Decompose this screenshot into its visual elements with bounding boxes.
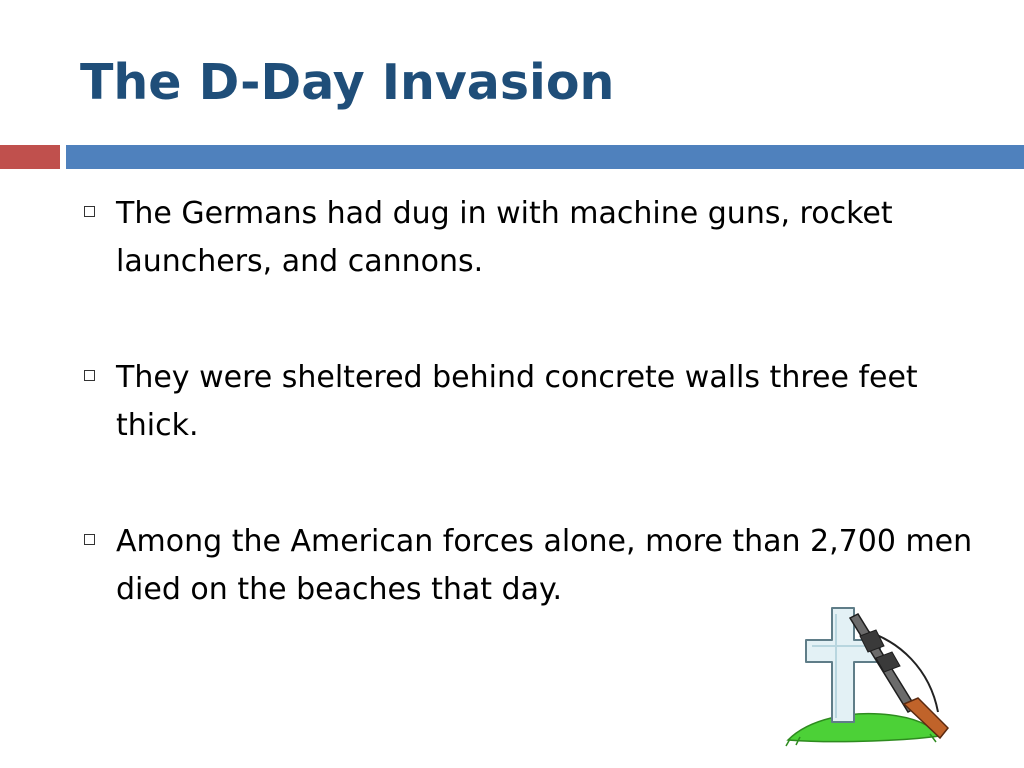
bullet-text: They were sheltered behind concrete walls three feet thick. [116, 360, 918, 443]
square-bullet-icon [84, 370, 95, 381]
square-bullet-icon [84, 206, 95, 217]
bullet-item [80, 354, 980, 450]
square-bullet-icon [84, 534, 95, 545]
bullet-text: The Germans had dug in with machine guns, rocket launchers, and cannons. [116, 196, 893, 279]
bullet-item [80, 190, 980, 286]
grave-cross-with-rifle-icon [780, 600, 960, 750]
bullet-text: Among the American forces alone, more than 2,700 men died on the beaches that day. [116, 524, 973, 607]
title-accent-bar-red [0, 145, 60, 169]
slide-title: The D-Day Invasion [80, 54, 615, 111]
title-accent-bar-blue [66, 145, 1024, 169]
